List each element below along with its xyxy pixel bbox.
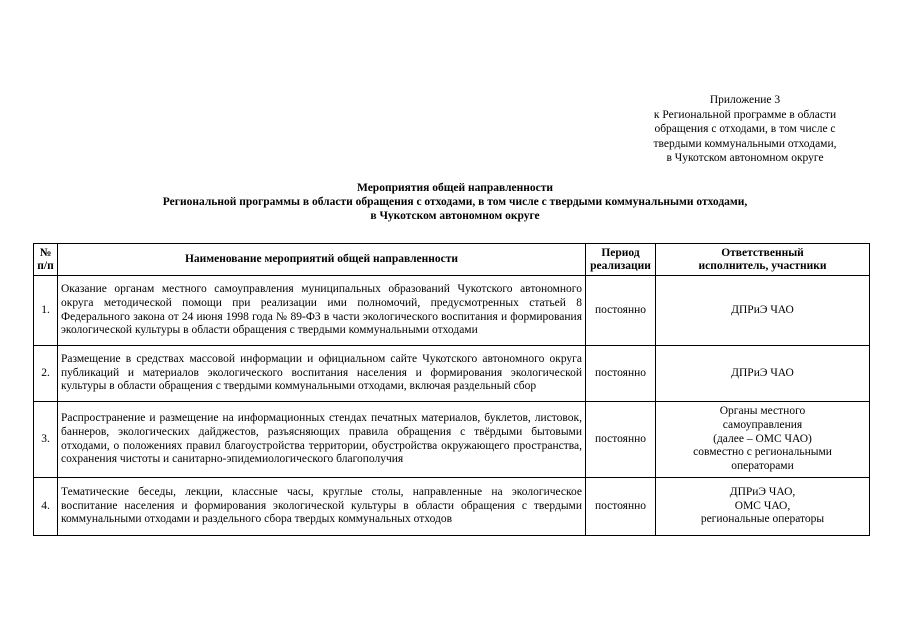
executor-cell: Органы местного самоуправления (далее – ОМС ЧАО) совместно с региональными операторами: [656, 402, 870, 478]
measure-name: Тематические беседы, лекции, классные часы, круглые столы, направленные на экологическое воспитание населения и формирования экологической культуры в области обращения с твердыми коммунальными отходами и раздельного сбора твердых коммунальных отходов: [58, 478, 586, 536]
period-cell: постоянно: [586, 346, 656, 402]
document-title: [40, 181, 870, 223]
appendix-line: Приложение 3: [709, 94, 781, 106]
table-row: [34, 276, 870, 346]
period-cell: постоянно: [586, 402, 656, 478]
measure-name: Оказание органам местного самоуправления муниципальных образований Чукотского автономного округа методической помощи при реализации ими полномочий, предусмотренных статьей 8 Федерального закона от 24 июня 1998 года № 89-ФЗ в части экологического воспитания и формирования экологической культуры в области обращения с твердыми коммунальными отходами: [58, 276, 586, 346]
title-line: Региональной программы в области обращения с отходами, в том числе с твердыми коммунальными отходами,: [162, 196, 748, 208]
measure-name: Размещение в средствах массовой информации и официальном сайте Чукотского автономного округа публикаций и материалов экологического воспитания населения и формирования экологической культуры в области обращения с твердыми коммунальными отходами, включая раздельный сбор: [58, 346, 586, 402]
table-row: [34, 478, 870, 536]
table-header-row: [34, 244, 870, 276]
appendix-line: в Чукотском автономном округе: [666, 152, 824, 165]
row-number: 2.: [34, 346, 58, 402]
header-executor: Ответственный исполнитель, участники: [656, 244, 870, 276]
measure-name: Распространение и размещение на информационных стендах печатных материалов, буклетов, листовок, баннеров, экологических дайджестов, разъясняющих правила обращения с твёрдыми бытовыми отходами, о положениях правил благоустройства территории, обустройства окружающего пространства, сохранения чистоты и санитарно-эпидемиологического благополучия: [58, 402, 586, 478]
period-cell: постоянно: [586, 276, 656, 346]
table-row: [34, 402, 870, 478]
executor-cell: ДПРиЭ ЧАО: [656, 346, 870, 402]
appendix-line: обращения с отходами, в том числе с: [654, 123, 836, 136]
period-cell: постоянно: [586, 478, 656, 536]
row-number: 3.: [34, 402, 58, 478]
title-line: в Чукотском автономном округе: [370, 210, 540, 222]
appendix-line: твердыми коммунальными отходами,: [653, 137, 837, 150]
header-num: № п/п: [34, 244, 58, 276]
executor-cell: ДПРиЭ ЧАО: [656, 276, 870, 346]
table-row: [34, 346, 870, 402]
executor-cell: ДПРиЭ ЧАО, ОМС ЧАО, региональные операторы: [656, 478, 870, 536]
row-number: 4.: [34, 478, 58, 536]
header-period: Период реализации: [586, 244, 656, 276]
header-name: Наименование мероприятий общей направленности: [58, 244, 586, 276]
appendix-block: [600, 93, 890, 166]
appendix-line: к Региональной программе в области: [653, 108, 837, 121]
row-number: 1.: [34, 276, 58, 346]
title-line: Мероприятия общей направленности: [357, 182, 553, 194]
measures-table: [33, 243, 870, 536]
